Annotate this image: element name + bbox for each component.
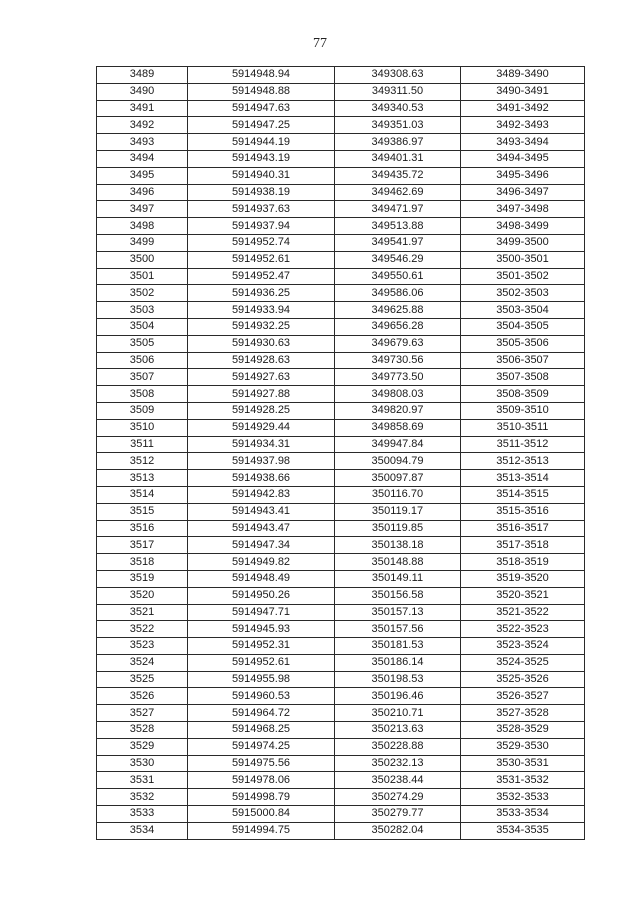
x-coordinate-cell: 5914928.25 (188, 402, 335, 419)
point-number-cell: 3524 (97, 654, 188, 671)
point-number-cell: 3498 (97, 218, 188, 235)
y-coordinate-cell: 349351.03 (335, 117, 461, 134)
table-row (97, 268, 585, 285)
point-number-cell: 3508 (97, 386, 188, 403)
x-coordinate-cell: 5914945.93 (188, 621, 335, 638)
point-number-cell: 3502 (97, 285, 188, 302)
y-coordinate-cell: 349471.97 (335, 201, 461, 218)
point-number-cell: 3496 (97, 184, 188, 201)
point-number-cell: 3518 (97, 554, 188, 571)
point-number-cell: 3515 (97, 503, 188, 520)
segment-cell: 3531-3532 (461, 772, 585, 789)
x-coordinate-cell: 5914937.98 (188, 453, 335, 470)
table-row (97, 285, 585, 302)
segment-cell: 3509-3510 (461, 402, 585, 419)
table-row (97, 369, 585, 386)
point-number-cell: 3520 (97, 587, 188, 604)
x-coordinate-cell: 5914930.63 (188, 335, 335, 352)
x-coordinate-cell: 5914960.53 (188, 688, 335, 705)
point-number-cell: 3534 (97, 822, 188, 839)
y-coordinate-cell: 350213.63 (335, 722, 461, 739)
x-coordinate-cell: 5914934.31 (188, 436, 335, 453)
segment-cell: 3496-3497 (461, 184, 585, 201)
x-coordinate-cell: 5914943.41 (188, 503, 335, 520)
y-coordinate-cell: 349550.61 (335, 268, 461, 285)
table-row (97, 688, 585, 705)
x-coordinate-cell: 5914942.83 (188, 486, 335, 503)
segment-cell: 3514-3515 (461, 486, 585, 503)
segment-cell: 3506-3507 (461, 352, 585, 369)
table-row (97, 201, 585, 218)
segment-cell: 3512-3513 (461, 453, 585, 470)
x-coordinate-cell: 5914937.63 (188, 201, 335, 218)
segment-cell: 3517-3518 (461, 537, 585, 554)
table-row (97, 419, 585, 436)
table-row (97, 722, 585, 739)
table-row (97, 772, 585, 789)
table-row (97, 638, 585, 655)
segment-cell: 3515-3516 (461, 503, 585, 520)
table-row (97, 520, 585, 537)
x-coordinate-cell: 5914947.71 (188, 604, 335, 621)
point-number-cell: 3522 (97, 621, 188, 638)
table-row (97, 789, 585, 806)
x-coordinate-cell: 5914955.98 (188, 671, 335, 688)
segment-cell: 3507-3508 (461, 369, 585, 386)
x-coordinate-cell: 5914994.75 (188, 822, 335, 839)
point-number-cell: 3507 (97, 369, 188, 386)
table-row (97, 486, 585, 503)
y-coordinate-cell: 349308.63 (335, 67, 461, 84)
point-number-cell: 3494 (97, 150, 188, 167)
y-coordinate-cell: 350196.46 (335, 688, 461, 705)
point-number-cell: 3532 (97, 789, 188, 806)
point-number-cell: 3516 (97, 520, 188, 537)
point-number-cell: 3526 (97, 688, 188, 705)
point-number-cell: 3510 (97, 419, 188, 436)
y-coordinate-cell: 350186.14 (335, 654, 461, 671)
y-coordinate-cell: 350149.11 (335, 570, 461, 587)
y-coordinate-cell: 350279.77 (335, 806, 461, 823)
table-row (97, 503, 585, 520)
segment-cell: 3491-3492 (461, 100, 585, 117)
segment-cell: 3498-3499 (461, 218, 585, 235)
table-row (97, 822, 585, 839)
segment-cell: 3522-3523 (461, 621, 585, 638)
segment-cell: 3534-3535 (461, 822, 585, 839)
table-row (97, 150, 585, 167)
segment-cell: 3508-3509 (461, 386, 585, 403)
segment-cell: 3511-3512 (461, 436, 585, 453)
x-coordinate-cell: 5914947.25 (188, 117, 335, 134)
x-coordinate-cell: 5914938.66 (188, 470, 335, 487)
table-row (97, 621, 585, 638)
y-coordinate-cell: 350148.88 (335, 554, 461, 571)
y-coordinate-cell: 350138.18 (335, 537, 461, 554)
table-row (97, 386, 585, 403)
segment-cell: 3504-3505 (461, 318, 585, 335)
point-number-cell: 3527 (97, 705, 188, 722)
segment-cell: 3528-3529 (461, 722, 585, 739)
x-coordinate-cell: 5914948.94 (188, 67, 335, 84)
x-coordinate-cell: 5914937.94 (188, 218, 335, 235)
segment-cell: 3494-3495 (461, 150, 585, 167)
y-coordinate-cell: 349541.97 (335, 234, 461, 251)
y-coordinate-cell: 349340.53 (335, 100, 461, 117)
point-number-cell: 3528 (97, 722, 188, 739)
point-number-cell: 3493 (97, 134, 188, 151)
y-coordinate-cell: 349435.72 (335, 167, 461, 184)
table-row (97, 335, 585, 352)
point-number-cell: 3517 (97, 537, 188, 554)
point-number-cell: 3519 (97, 570, 188, 587)
point-number-cell: 3495 (97, 167, 188, 184)
point-number-cell: 3525 (97, 671, 188, 688)
x-coordinate-cell: 5914952.61 (188, 654, 335, 671)
segment-cell: 3529-3530 (461, 738, 585, 755)
x-coordinate-cell: 5914940.31 (188, 167, 335, 184)
x-coordinate-cell: 5914952.31 (188, 638, 335, 655)
point-number-cell: 3514 (97, 486, 188, 503)
table-row (97, 352, 585, 369)
table-row (97, 537, 585, 554)
y-coordinate-cell: 350210.71 (335, 705, 461, 722)
segment-cell: 3524-3525 (461, 654, 585, 671)
coordinates-table (96, 66, 585, 840)
table-row (97, 100, 585, 117)
x-coordinate-cell: 5914943.19 (188, 150, 335, 167)
point-number-cell: 3501 (97, 268, 188, 285)
table-row (97, 251, 585, 268)
segment-cell: 3519-3520 (461, 570, 585, 587)
segment-cell: 3518-3519 (461, 554, 585, 571)
segment-cell: 3492-3493 (461, 117, 585, 134)
segment-cell: 3495-3496 (461, 167, 585, 184)
table-row (97, 470, 585, 487)
coordinates-table-body (97, 67, 585, 840)
point-number-cell: 3489 (97, 67, 188, 84)
table-row (97, 554, 585, 571)
table-row (97, 436, 585, 453)
table-row (97, 218, 585, 235)
segment-cell: 3500-3501 (461, 251, 585, 268)
table-row (97, 755, 585, 772)
y-coordinate-cell: 349386.97 (335, 134, 461, 151)
segment-cell: 3527-3528 (461, 705, 585, 722)
x-coordinate-cell: 5914947.34 (188, 537, 335, 554)
y-coordinate-cell: 349513.88 (335, 218, 461, 235)
page-number: 77 (313, 36, 327, 51)
y-coordinate-cell: 349947.84 (335, 436, 461, 453)
table-row (97, 738, 585, 755)
segment-cell: 3502-3503 (461, 285, 585, 302)
y-coordinate-cell: 350119.17 (335, 503, 461, 520)
y-coordinate-cell: 349462.69 (335, 184, 461, 201)
table-row (97, 167, 585, 184)
x-coordinate-cell: 5914927.63 (188, 369, 335, 386)
point-number-cell: 3509 (97, 402, 188, 419)
y-coordinate-cell: 349679.63 (335, 335, 461, 352)
y-coordinate-cell: 350181.53 (335, 638, 461, 655)
y-coordinate-cell: 349773.50 (335, 369, 461, 386)
x-coordinate-cell: 5914936.25 (188, 285, 335, 302)
point-number-cell: 3531 (97, 772, 188, 789)
point-number-cell: 3506 (97, 352, 188, 369)
table-row (97, 587, 585, 604)
x-coordinate-cell: 5914974.25 (188, 738, 335, 755)
x-coordinate-cell: 5914998.79 (188, 789, 335, 806)
y-coordinate-cell: 349586.06 (335, 285, 461, 302)
segment-cell: 3521-3522 (461, 604, 585, 621)
segment-cell: 3533-3534 (461, 806, 585, 823)
point-number-cell: 3505 (97, 335, 188, 352)
table-row (97, 318, 585, 335)
table-row (97, 806, 585, 823)
table-row (97, 671, 585, 688)
x-coordinate-cell: 5914928.63 (188, 352, 335, 369)
segment-cell: 3490-3491 (461, 83, 585, 100)
x-coordinate-cell: 5914975.56 (188, 755, 335, 772)
x-coordinate-cell: 5914952.61 (188, 251, 335, 268)
segment-cell: 3516-3517 (461, 520, 585, 537)
point-number-cell: 3529 (97, 738, 188, 755)
x-coordinate-cell: 5914948.88 (188, 83, 335, 100)
y-coordinate-cell: 350097.87 (335, 470, 461, 487)
point-number-cell: 3533 (97, 806, 188, 823)
table-row (97, 453, 585, 470)
point-number-cell: 3521 (97, 604, 188, 621)
y-coordinate-cell: 350157.13 (335, 604, 461, 621)
y-coordinate-cell: 350238.44 (335, 772, 461, 789)
table-row (97, 67, 585, 84)
segment-cell: 3501-3502 (461, 268, 585, 285)
y-coordinate-cell: 350157.56 (335, 621, 461, 638)
segment-cell: 3510-3511 (461, 419, 585, 436)
x-coordinate-cell: 5914943.47 (188, 520, 335, 537)
table-row (97, 705, 585, 722)
segment-cell: 3505-3506 (461, 335, 585, 352)
table-row (97, 117, 585, 134)
y-coordinate-cell: 349808.03 (335, 386, 461, 403)
point-number-cell: 3500 (97, 251, 188, 268)
y-coordinate-cell: 349820.97 (335, 402, 461, 419)
y-coordinate-cell: 349311.50 (335, 83, 461, 100)
point-number-cell: 3491 (97, 100, 188, 117)
table-row (97, 184, 585, 201)
segment-cell: 3526-3527 (461, 688, 585, 705)
table-row (97, 654, 585, 671)
x-coordinate-cell: 5915000.84 (188, 806, 335, 823)
point-number-cell: 3523 (97, 638, 188, 655)
point-number-cell: 3499 (97, 234, 188, 251)
segment-cell: 3513-3514 (461, 470, 585, 487)
table-row (97, 402, 585, 419)
segment-cell: 3520-3521 (461, 587, 585, 604)
y-coordinate-cell: 350282.04 (335, 822, 461, 839)
segment-cell: 3503-3504 (461, 302, 585, 319)
segment-cell: 3493-3494 (461, 134, 585, 151)
x-coordinate-cell: 5914964.72 (188, 705, 335, 722)
table-row (97, 83, 585, 100)
segment-cell: 3530-3531 (461, 755, 585, 772)
x-coordinate-cell: 5914949.82 (188, 554, 335, 571)
table-row (97, 604, 585, 621)
y-coordinate-cell: 350198.53 (335, 671, 461, 688)
segment-cell: 3525-3526 (461, 671, 585, 688)
y-coordinate-cell: 350228.88 (335, 738, 461, 755)
point-number-cell: 3530 (97, 755, 188, 772)
x-coordinate-cell: 5914952.47 (188, 268, 335, 285)
x-coordinate-cell: 5914927.88 (188, 386, 335, 403)
y-coordinate-cell: 350116.70 (335, 486, 461, 503)
x-coordinate-cell: 5914932.25 (188, 318, 335, 335)
segment-cell: 3497-3498 (461, 201, 585, 218)
point-number-cell: 3511 (97, 436, 188, 453)
table-row (97, 234, 585, 251)
segment-cell: 3499-3500 (461, 234, 585, 251)
y-coordinate-cell: 349546.29 (335, 251, 461, 268)
point-number-cell: 3504 (97, 318, 188, 335)
segment-cell: 3523-3524 (461, 638, 585, 655)
point-number-cell: 3497 (97, 201, 188, 218)
x-coordinate-cell: 5914944.19 (188, 134, 335, 151)
y-coordinate-cell: 350156.58 (335, 587, 461, 604)
y-coordinate-cell: 349730.56 (335, 352, 461, 369)
point-number-cell: 3503 (97, 302, 188, 319)
x-coordinate-cell: 5914938.19 (188, 184, 335, 201)
y-coordinate-cell: 349858.69 (335, 419, 461, 436)
point-number-cell: 3492 (97, 117, 188, 134)
y-coordinate-cell: 350119.85 (335, 520, 461, 537)
table-row (97, 134, 585, 151)
x-coordinate-cell: 5914978.06 (188, 772, 335, 789)
x-coordinate-cell: 5914968.25 (188, 722, 335, 739)
segment-cell: 3489-3490 (461, 67, 585, 84)
x-coordinate-cell: 5914950.26 (188, 587, 335, 604)
table-row (97, 570, 585, 587)
segment-cell: 3532-3533 (461, 789, 585, 806)
x-coordinate-cell: 5914947.63 (188, 100, 335, 117)
y-coordinate-cell: 349656.28 (335, 318, 461, 335)
x-coordinate-cell: 5914933.94 (188, 302, 335, 319)
x-coordinate-cell: 5914929.44 (188, 419, 335, 436)
point-number-cell: 3512 (97, 453, 188, 470)
y-coordinate-cell: 350232.13 (335, 755, 461, 772)
y-coordinate-cell: 349625.88 (335, 302, 461, 319)
x-coordinate-cell: 5914948.49 (188, 570, 335, 587)
table-row (97, 302, 585, 319)
y-coordinate-cell: 349401.31 (335, 150, 461, 167)
point-number-cell: 3490 (97, 83, 188, 100)
point-number-cell: 3513 (97, 470, 188, 487)
x-coordinate-cell: 5914952.74 (188, 234, 335, 251)
y-coordinate-cell: 350274.29 (335, 789, 461, 806)
y-coordinate-cell: 350094.79 (335, 453, 461, 470)
